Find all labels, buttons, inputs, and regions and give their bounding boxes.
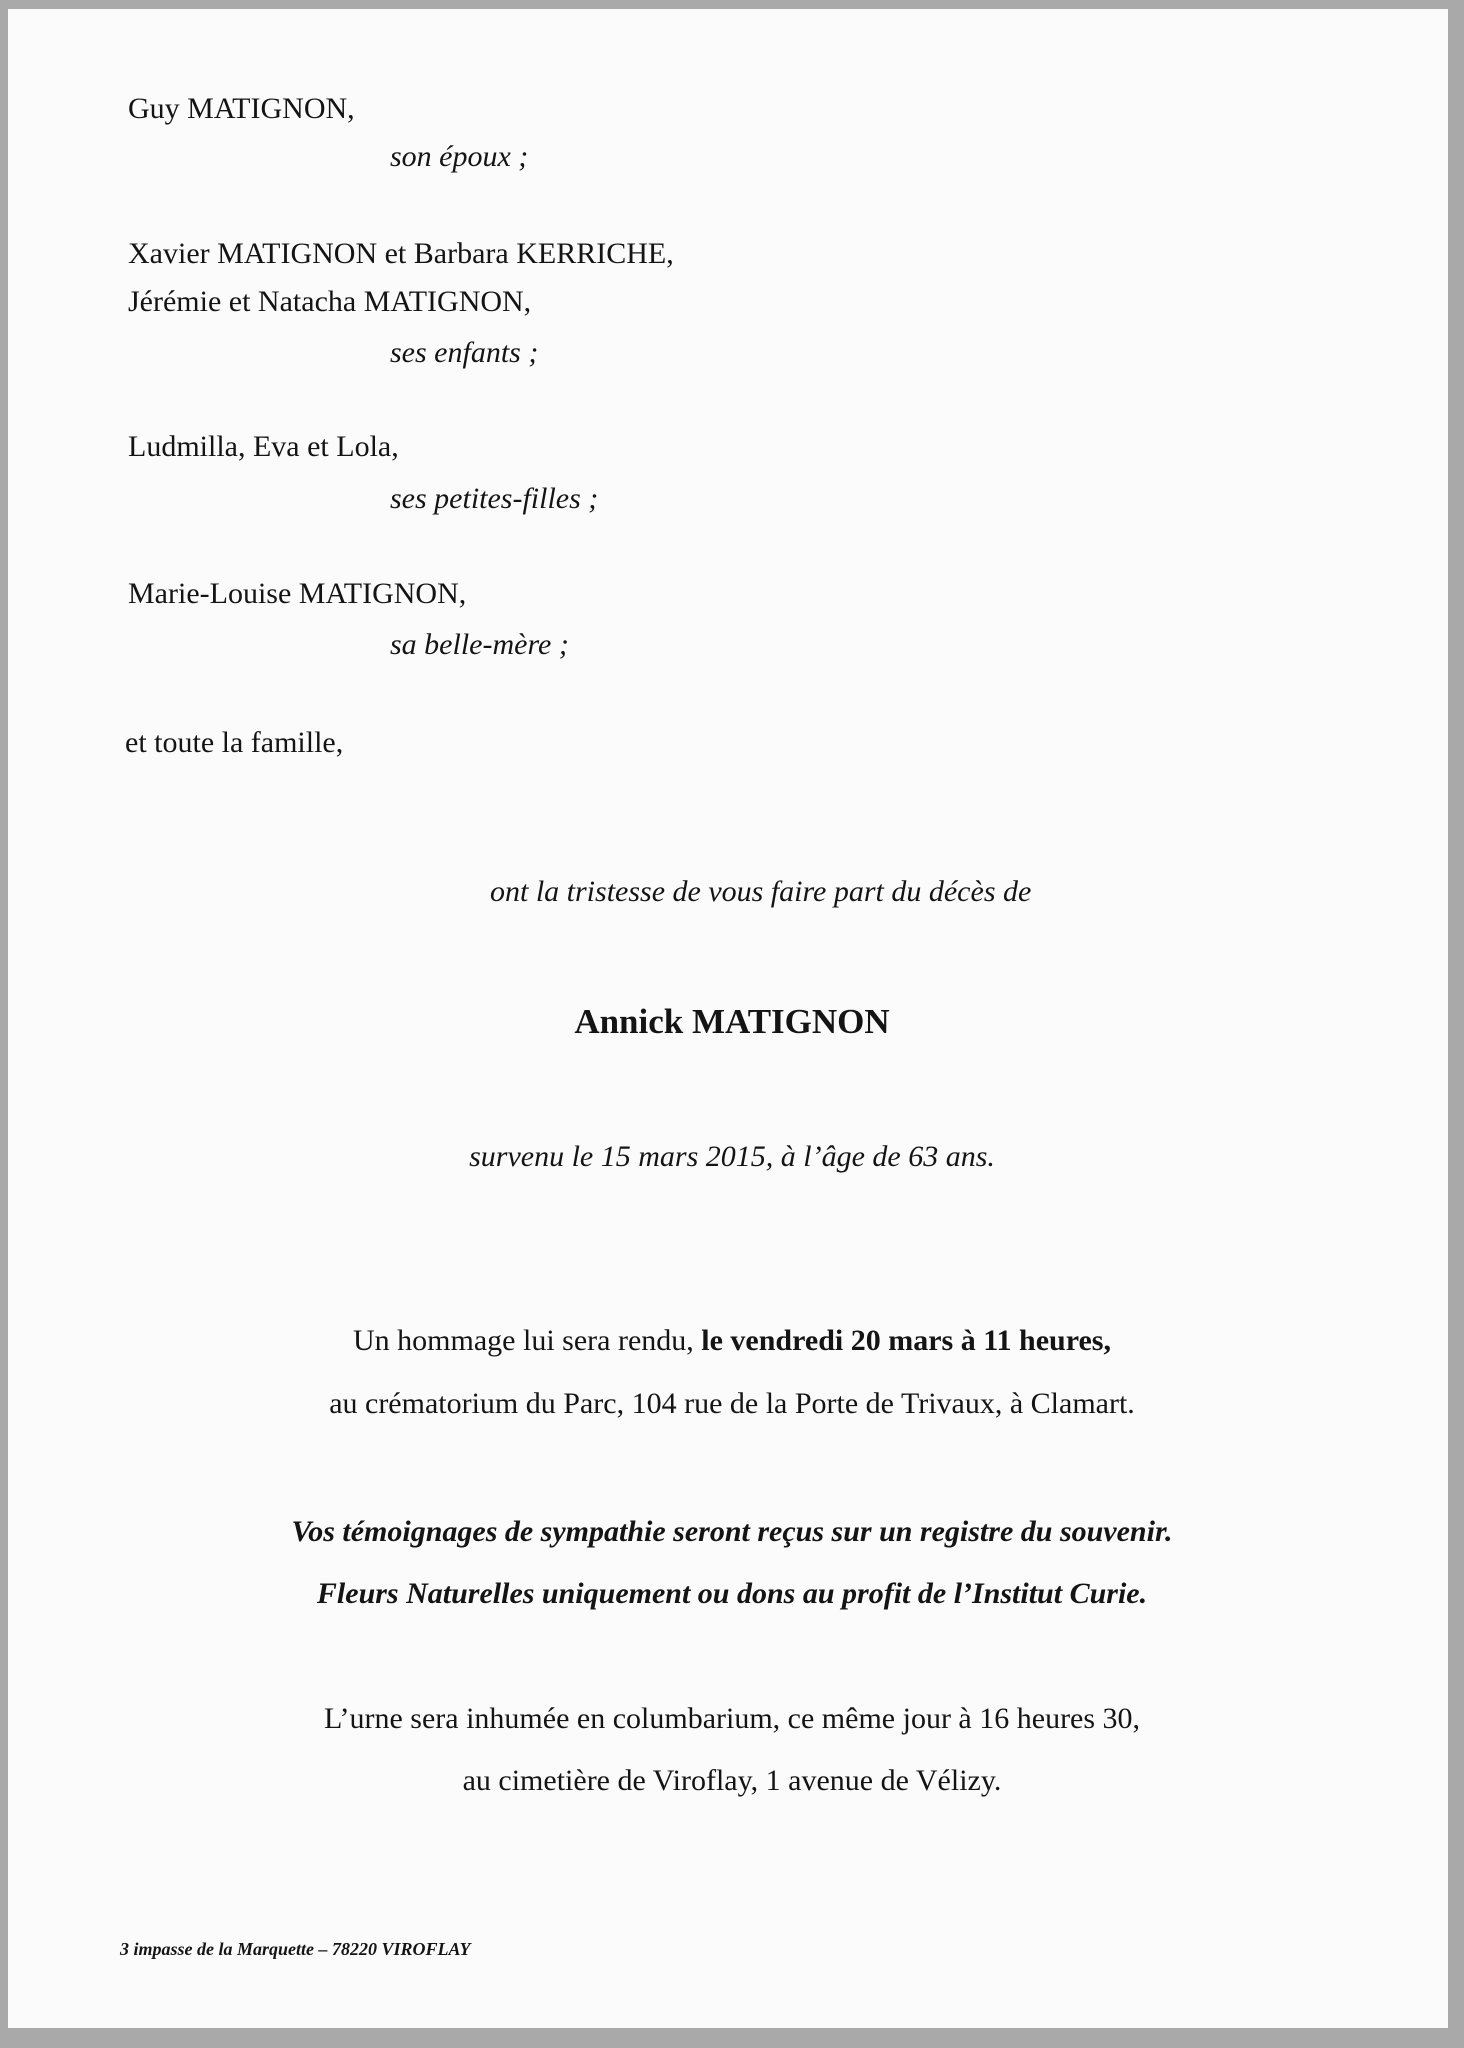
family-name-line: Guy MATIGNON, bbox=[128, 92, 355, 125]
deceased-name: Annick MATIGNON bbox=[574, 1002, 890, 1041]
family-relation: son époux ; bbox=[390, 140, 529, 173]
ceremony-location: au crématorium du Parc, 104 rue de la Porte de Trivaux, à Clamart. bbox=[329, 1387, 1135, 1420]
family-name-line: Ludmilla, Eva et Lola, bbox=[128, 430, 399, 463]
note-line: Fleurs Naturelles uniquement ou dons au profit de l’Institut Curie. bbox=[316, 1577, 1148, 1610]
family-relation: ses petites-filles ; bbox=[390, 482, 599, 515]
note-line: Vos témoignages de sympathie seront reçus sur un registre du souvenir. bbox=[291, 1515, 1173, 1548]
family-name-line: Jérémie et Natacha MATIGNON, bbox=[128, 285, 532, 318]
interment-line: au cimetière de Viroflay, 1 avenue de Vélizy. bbox=[462, 1764, 1002, 1797]
ceremony-intro: Un hommage lui sera rendu, bbox=[353, 1324, 694, 1357]
family-name-line: Xavier MATIGNON et Barbara KERRICHE, bbox=[128, 237, 674, 270]
family-relation: sa belle-mère ; bbox=[390, 628, 569, 661]
family-relation: ses enfants ; bbox=[390, 336, 539, 369]
family-name-line: Marie-Louise MATIGNON, bbox=[128, 577, 467, 610]
family-name-line: et toute la famille, bbox=[125, 726, 344, 759]
announcement-text: ont la tristesse de vous faire part du décès de bbox=[490, 875, 1032, 908]
footer-address: 3 impasse de la Marquette – 78220 VIROFLAY bbox=[120, 1939, 471, 1959]
ceremony-date-time: le vendredi 20 mars à 11 heures, bbox=[701, 1324, 1111, 1357]
interment-line: L’urne sera inhumée en columbarium, ce même jour à 16 heures 30, bbox=[323, 1702, 1141, 1735]
ceremony-line bbox=[0, 1323, 1464, 1359]
death-info: survenu le 15 mars 2015, à l’âge de 63 ans. bbox=[469, 1140, 995, 1173]
